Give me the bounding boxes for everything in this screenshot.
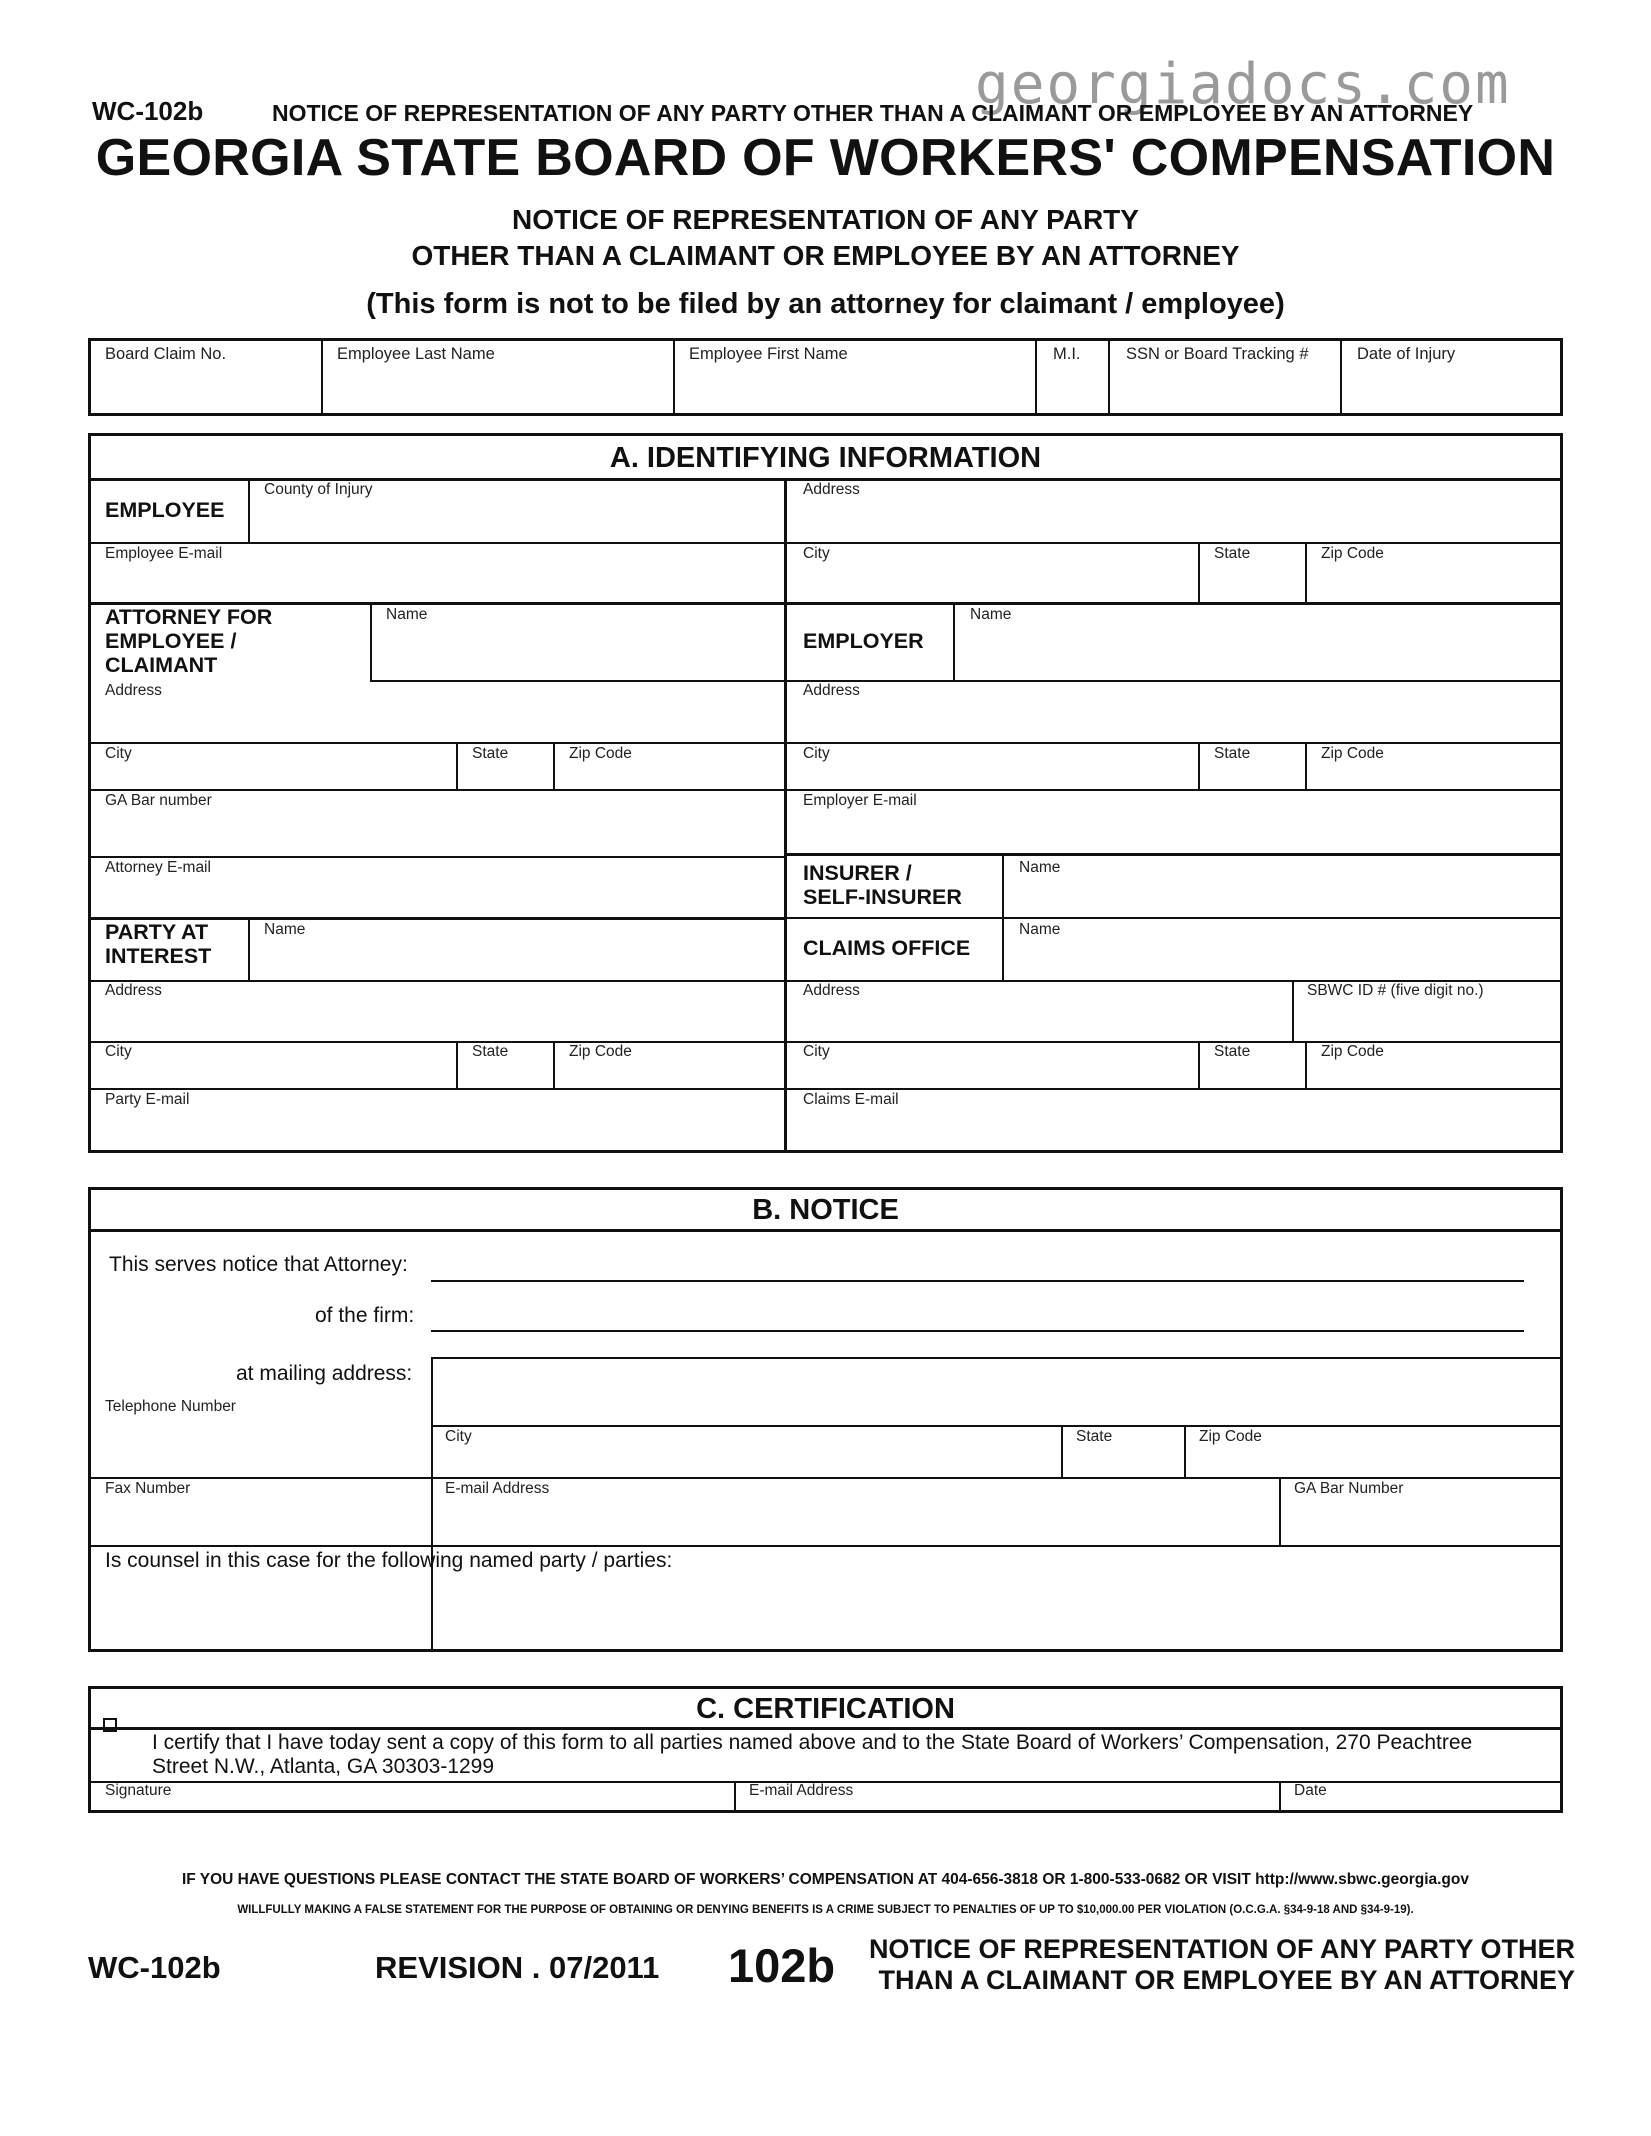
attorney-email-field[interactable]: Attorney E-mail (105, 859, 211, 876)
employer-address-field[interactable]: Address (803, 682, 860, 699)
party-state-field[interactable]: State (472, 1043, 509, 1060)
subtitle-note: (This form is not to be filed by an attorney for claimant / employee) (366, 288, 1285, 320)
claims-state-field[interactable]: State (1214, 1043, 1251, 1060)
fax-field[interactable]: Fax Number (105, 1480, 191, 1497)
attorney-heading-l1: ATTORNEY FOR (105, 605, 273, 629)
employee-last-name-field[interactable]: Employee Last Name (337, 345, 495, 363)
attorney-zip-field[interactable]: Zip Code (569, 745, 632, 762)
party-heading-l1: PARTY AT (105, 920, 209, 944)
employer-heading: EMPLOYER (803, 629, 924, 653)
certify-line2: Street N.W., Atlanta, GA 30303-1299 (152, 1755, 495, 1778)
footer-contact: IF YOU HAVE QUESTIONS PLEASE CONTACT THE STATE BOARD OF WORKERS’ COMPENSATION AT 404-656-3818 OR 1-800-533-0682 OR VISIT http://www.sbwc.georgia.gov (181, 1871, 1469, 1888)
employee-zip-field[interactable]: Zip Code (1321, 545, 1384, 562)
party-email-field[interactable]: Party E-mail (105, 1091, 190, 1108)
b-state-field[interactable]: State (1076, 1428, 1113, 1445)
employer-state-field[interactable]: State (1214, 745, 1251, 762)
attorney-name-line[interactable] (431, 1280, 1524, 1282)
claim-info-row (88, 338, 1563, 416)
party-city-field[interactable]: City (105, 1043, 132, 1060)
insurer-heading-l2: SELF-INSURER (803, 885, 962, 909)
certify-line1: I certify that I have today sent a copy of this form to all parties named above and to the State Board of Workers’ Compensation, 270 Peachtree (152, 1731, 1473, 1754)
footer-title-l1: NOTICE OF REPRESENTATION OF ANY PARTY OTHER (868, 1934, 1575, 1964)
watermark: georgiadocs.com (975, 52, 1511, 117)
mi-field[interactable]: M.I. (1053, 345, 1081, 363)
employer-email-field[interactable]: Employer E-mail (803, 792, 917, 809)
attorney-heading-l2: EMPLOYEE / (105, 629, 237, 653)
attorney-city-field[interactable]: City (105, 745, 132, 762)
party-heading-l2: INTEREST (105, 944, 212, 968)
firm-prompt: of the firm: (315, 1304, 415, 1327)
top-notice: NOTICE OF REPRESENTATION OF ANY PARTY OTHER THAN A CLAIMANT OR EMPLOYEE BY AN ATTORNEY (272, 100, 1474, 126)
subtitle-line1: NOTICE OF REPRESENTATION OF ANY PARTY (512, 204, 1139, 235)
footer-warning: WILLFULLY MAKING A FALSE STATEMENT FOR THE PURPOSE OF OBTAINING OR DENYING BENEFITS IS A CRIME SUBJECT TO PENALTIES OF UP TO $10,000.00 PER VIOLATION (O.C.G.A. §34-9-18 AND §34-9-19). (237, 1904, 1414, 1916)
c-email-field[interactable]: E-mail Address (749, 1782, 854, 1799)
attorney-bar-field[interactable]: GA Bar number (105, 792, 212, 809)
certify-checkbox[interactable] (103, 1718, 117, 1732)
employee-city-field[interactable]: City (803, 545, 830, 562)
b-bar-field[interactable]: GA Bar Number (1294, 1480, 1404, 1497)
attorney-prompt: This serves notice that Attorney: (109, 1253, 408, 1276)
subtitle-line2: OTHER THAN A CLAIMANT OR EMPLOYEE BY AN ATTORNEY (411, 240, 1240, 271)
party-address-field[interactable]: Address (105, 982, 162, 999)
claims-office-heading: CLAIMS OFFICE (803, 936, 971, 960)
section-a (88, 433, 1563, 1153)
footer-title-l2: THAN A CLAIMANT OR EMPLOYEE BY AN ATTORNEY (878, 1965, 1575, 1995)
firm-name-line[interactable] (431, 1330, 1524, 1332)
section-a-title: A. IDENTIFYING INFORMATION (609, 442, 1042, 474)
signature-field[interactable]: Signature (105, 1782, 172, 1799)
employee-state-field[interactable]: State (1214, 545, 1251, 562)
footer-revision: REVISION . 07/2011 (375, 1950, 660, 1985)
attorney-heading-l3: CLAIMANT (105, 653, 218, 677)
c-date-field[interactable]: Date (1294, 1782, 1327, 1799)
telephone-field[interactable]: Telephone Number (105, 1398, 236, 1415)
ssn-field[interactable]: SSN or Board Tracking # (1126, 345, 1309, 363)
claims-name-field[interactable]: Name (1019, 921, 1061, 938)
claims-email-field[interactable]: Claims E-mail (803, 1091, 899, 1108)
counsel-field[interactable]: Is counsel in this case for the following named party / parties: (105, 1549, 673, 1572)
claims-city-field[interactable]: City (803, 1043, 830, 1060)
section-c (88, 1686, 1563, 1813)
form-number: WC-102b (92, 96, 204, 126)
date-of-injury-field[interactable]: Date of Injury (1357, 345, 1456, 363)
footer-form-number: WC-102b (88, 1950, 221, 1985)
claims-address-field[interactable]: Address (803, 982, 860, 999)
insurer-name-field[interactable]: Name (1019, 859, 1061, 876)
attorney-address-field[interactable]: Address (105, 682, 162, 699)
party-name-field[interactable]: Name (264, 921, 306, 938)
b-zip-field[interactable]: Zip Code (1199, 1428, 1262, 1445)
attorney-name-field[interactable]: Name (386, 606, 428, 623)
employer-city-field[interactable]: City (803, 745, 830, 762)
employer-zip-field[interactable]: Zip Code (1321, 745, 1384, 762)
footer-big-number: 102b (728, 1939, 836, 1992)
employee-email-field[interactable]: Employee E-mail (105, 545, 223, 562)
section-b-title: B. NOTICE (752, 1194, 899, 1226)
employee-first-name-field[interactable]: Employee First Name (689, 345, 848, 363)
mailing-prompt: at mailing address: (236, 1362, 413, 1385)
employee-heading: EMPLOYEE (105, 498, 225, 522)
party-zip-field[interactable]: Zip Code (569, 1043, 632, 1060)
claims-zip-field[interactable]: Zip Code (1321, 1043, 1384, 1060)
employer-name-field[interactable]: Name (970, 606, 1012, 623)
county-of-injury-field[interactable]: County of Injury (264, 481, 373, 498)
insurer-heading-l1: INSURER / (803, 861, 912, 885)
page-title: GEORGIA STATE BOARD OF WORKERS' COMPENSATION (95, 129, 1556, 187)
b-city-field[interactable]: City (445, 1428, 472, 1445)
sbwc-id-field[interactable]: SBWC ID # (five digit no.) (1307, 982, 1484, 999)
attorney-state-field[interactable]: State (472, 745, 509, 762)
section-c-title: C. CERTIFICATION (696, 1693, 955, 1725)
employee-address-field[interactable]: Address (803, 481, 860, 498)
section-b (88, 1187, 1563, 1652)
footer-title (865, 1934, 1575, 1996)
board-claim-no-field[interactable]: Board Claim No. (105, 345, 227, 363)
b-email-field[interactable]: E-mail Address (445, 1480, 550, 1497)
